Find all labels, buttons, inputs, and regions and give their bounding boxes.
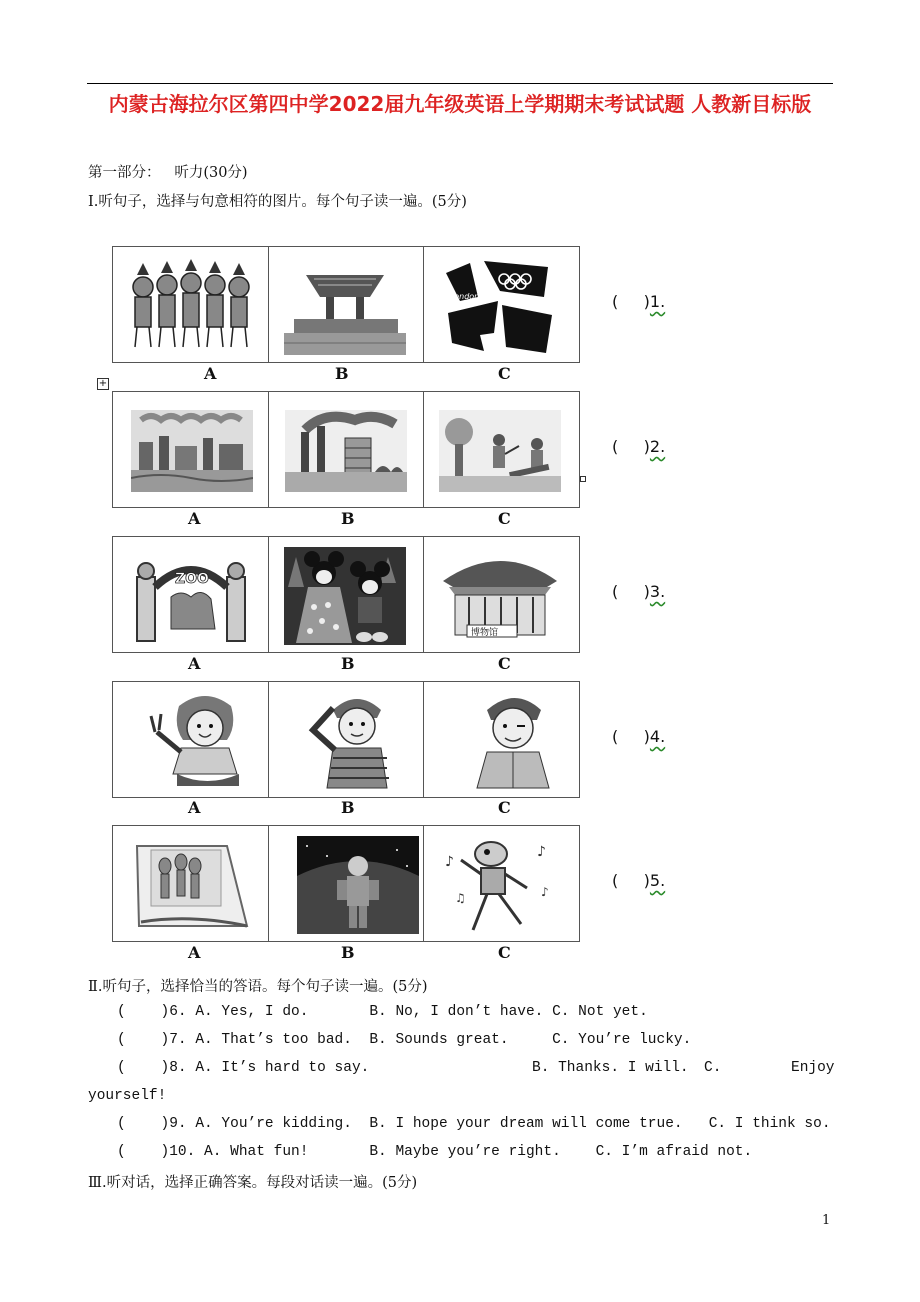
question-7: ( )7. A. That’s too bad. B. Sounds great. C. You’re lucky. (117, 1032, 692, 1048)
svg-text:♪: ♪ (445, 854, 454, 870)
question-9: ( )9. A. You’re kidding. B. I hope your dream will come true. C. I think so. (117, 1116, 831, 1132)
header-rule (87, 83, 833, 84)
page-number: 1 (822, 1213, 831, 1228)
option-letter-c: C (498, 654, 511, 673)
question-8: ( )8. A. It’s hard to say. (117, 1060, 370, 1076)
china-pavilion-icon (284, 257, 406, 355)
part1-heading: 第一部分： 听力(30分) (88, 165, 248, 181)
question-8-option-c-label: C. (704, 1060, 722, 1076)
option-letter-b: B (341, 943, 355, 962)
svg-text:♪: ♪ (541, 885, 549, 899)
museum-building-icon (439, 547, 561, 645)
table-resize-handle-icon[interactable] (580, 476, 586, 482)
olympic-mascots-icon (129, 257, 251, 355)
power-plant-icon (131, 402, 253, 500)
option-letter-a: A (188, 943, 201, 962)
option-letter-a: A (188, 509, 201, 528)
option-letter-c: C (498, 943, 511, 962)
svg-text:♫: ♫ (455, 891, 466, 905)
option-letter-b: B (341, 654, 355, 673)
answer-slot-5[interactable]: ( )5. (612, 871, 666, 890)
boy-winking-icon (453, 692, 575, 790)
question-6: ( )6. A. Yes, I do. B. No, I don’t have. C. Not yet. (117, 1004, 648, 1020)
question-8-option-b: B. Thanks. I will. (532, 1060, 689, 1076)
question-10: ( )10. A. What fun! B. Maybe you’re right. C. I’m afraid not. (117, 1144, 753, 1160)
london-2012-logo-icon (440, 257, 562, 355)
option-letter-c: C (498, 798, 511, 817)
aliens-icon (131, 836, 253, 934)
answer-slot-3[interactable]: ( )3. (612, 582, 666, 601)
option-letter-b: B (341, 798, 355, 817)
boy-scratching-head-icon (295, 692, 417, 790)
svg-text:london: london (452, 292, 480, 301)
disneyland-mickey-icon (284, 547, 406, 645)
answer-slot-4[interactable]: ( )4. (612, 727, 666, 746)
svg-text:ZOO: ZOO (175, 571, 209, 587)
section1-instruction: Ⅰ.听句子，选择与句意相符的图片。每个句子读一遍。(5分) (88, 194, 467, 210)
option-letter-b: B (341, 509, 355, 528)
option-letter-a: A (188, 654, 201, 673)
question-8-option-c-text: Enjoy (791, 1060, 835, 1076)
tree-cutting-icon (439, 402, 561, 500)
picture-row-3 (112, 536, 580, 653)
svg-text:♪: ♪ (537, 844, 546, 860)
option-letter-c: C (498, 364, 511, 383)
option-letter-b: B (335, 364, 349, 383)
girl-victory-sign-icon (141, 692, 263, 790)
factory-smoke-icon (285, 402, 407, 500)
question-8-wrap: yourself! (88, 1088, 167, 1104)
option-letter-a: A (188, 798, 201, 817)
picture-row-2 (112, 391, 580, 508)
table-move-handle-icon[interactable]: + (98, 378, 108, 389)
answer-slot-2[interactable]: ( )2. (612, 437, 666, 456)
astronaut-space-icon (297, 836, 419, 934)
page-title: 内蒙古海拉尔区第四中学2022届九年级英语上学期期末考试试题 人教新目标版 (108, 92, 812, 116)
section2-instruction: Ⅱ.听句子，选择恰当的答语。每个句子读一遍。(5分) (88, 979, 428, 995)
section3-instruction: Ⅲ.听对话，选择正确答案。每段对话读一遍。(5分) (88, 1175, 418, 1191)
dancing-robot-icon (441, 836, 563, 934)
svg-text:博物馆: 博物馆 (471, 628, 499, 638)
option-letter-c: C (498, 509, 511, 528)
picture-row-5 (112, 825, 580, 942)
answer-slot-1[interactable]: ( )1. (612, 292, 666, 311)
option-letter-a: A (204, 364, 217, 383)
picture-row-4 (112, 681, 580, 798)
picture-row-1 (112, 246, 580, 363)
zoo-gate-icon (131, 547, 253, 645)
